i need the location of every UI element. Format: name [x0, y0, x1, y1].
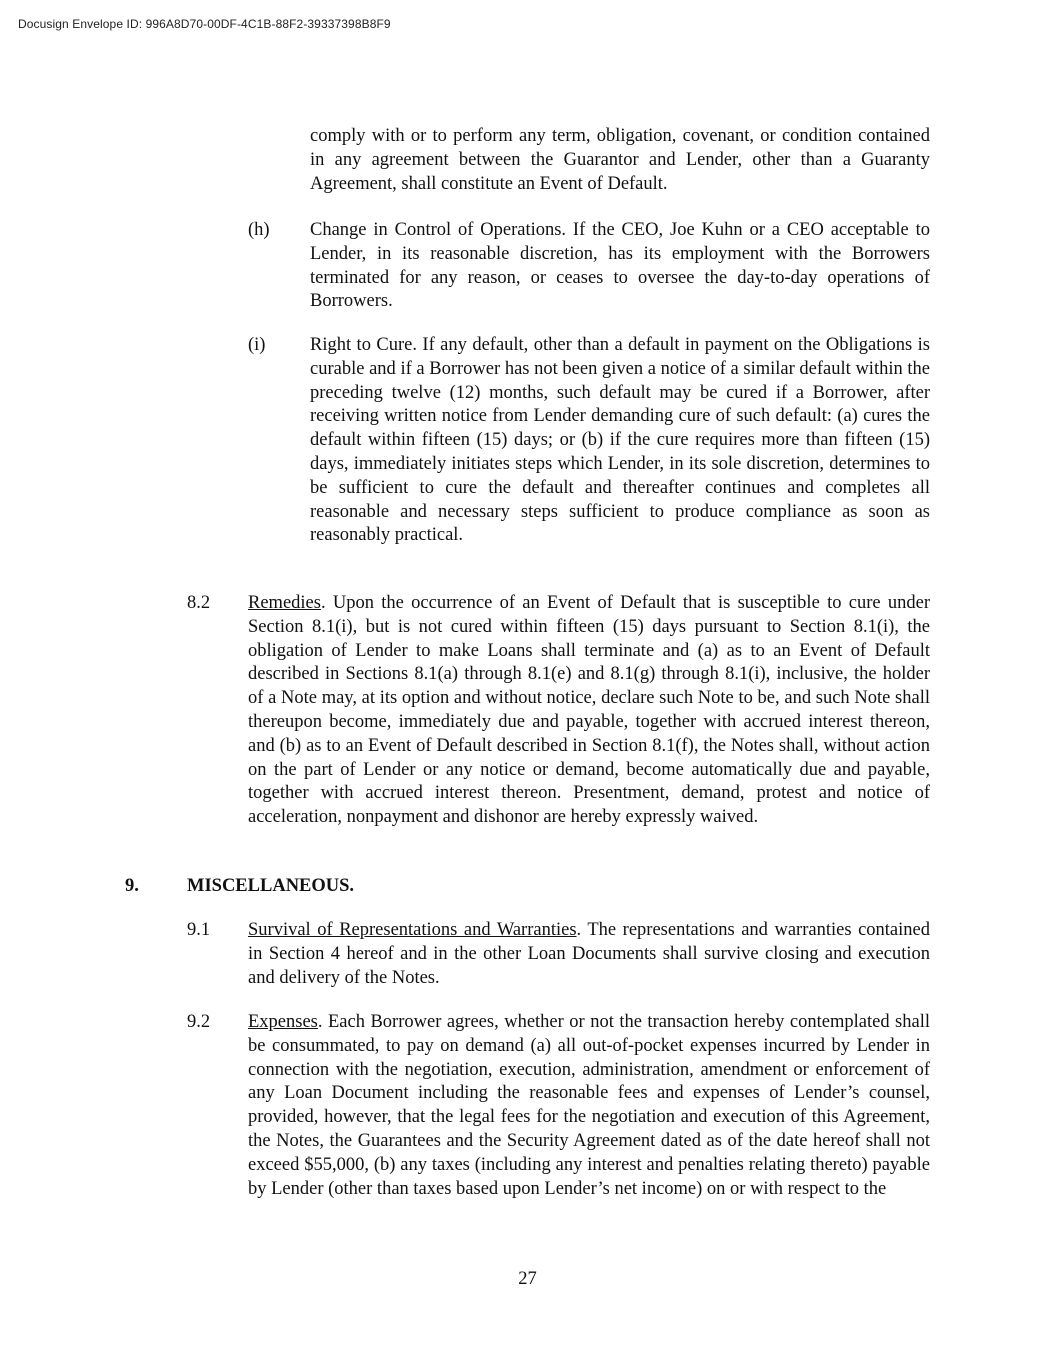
section-9-1-text: . The representations and warranties contained in Section 4 hereof and in the other Loan Documents shall survive closing and execution and delivery of the Notes.	[248, 920, 930, 988]
item-h-paragraph: Change in Control of Operations. If the CEO, Joe Kuhn or a CEO acceptable to Lender, in its reasonable discretion, has its employment with the Borrowers terminated for any reason, or ceases to oversee the day-to-day operations of Borrowers.	[310, 220, 930, 312]
section-8-2-number: 8.2	[187, 593, 211, 613]
section-8-2-text: . Upon the occurrence of an Event of Default that is susceptible to cure under Section 8.1(i), but is not cured within fifteen (15) days pursuant to Section 8.1(i), the obligation of Lender to make Loans shall terminate and (a) as to an Event of Default described in Sections 8.1(a) through 8.1(e) and 8.1(g) through 8.1(i), inclusive, the holder of a Note may, at its option and without notice, declare such Note to be, and such Note shall thereupon become, immediately due and payable, together with accrued interest thereon, and (b) as to an Event of Default described in Section 8.1(f), the Notes shall, without action on the part of Lender or any notice or demand, become automatically due and payable, together with accrued interest thereon. Presentment, demand, protest and notice of acceleration, nonpayment and dishonor are hereby expressly waived.	[248, 593, 930, 828]
section-9-2-title: Expenses	[248, 1012, 318, 1032]
article-9-title: MISCELLANEOUS.	[187, 876, 355, 896]
section-9-2-paragraph	[248, 1011, 930, 1201]
section-9-2-text: . Each Borrower agrees, whether or not the transaction hereby contemplated shall be consummated, to pay on demand (a) all out-of-pocket expenses incurred by Lender in connection with the negotiation, execution, administration, amendment or enforcement of any Loan Document including the reasonable fees and expenses of Lender’s counsel, provided, however, that the legal fees for the negotiation and execution of this Agreement, the Notes, the Guarantees and the Security Agreement dated as of the date hereof shall not exceed $55,000, (b) any taxes (including any interest and penalties relating thereto) payable by Lender (other than taxes based upon Lender’s net income) on or with respect to the	[248, 1012, 930, 1199]
item-h-label: (h)	[248, 220, 270, 240]
section-9-1-number: 9.1	[187, 920, 211, 940]
section-9-2-number: 9.2	[187, 1012, 211, 1032]
section-9-1-title: Survival of Representations and Warranties	[248, 920, 577, 940]
section-8-2-title: Remedies	[248, 593, 321, 613]
section-8-2-paragraph	[248, 592, 930, 830]
continuation-paragraph: comply with or to perform any term, obligation, covenant, or condition contained in any agreement between the Guarantor and Lender, other than a Guaranty Agreement, shall constitute an Event of Default.	[310, 126, 930, 194]
page-number: 27	[518, 1269, 537, 1289]
section-9-1-paragraph	[248, 919, 930, 990]
docusign-envelope-id: Docusign Envelope ID: 996A8D70-00DF-4C1B-88F2-39337398B8F9	[18, 17, 391, 31]
article-9-number: 9.	[125, 876, 139, 896]
item-i-label: (i)	[248, 335, 266, 355]
item-i-paragraph: Right to Cure. If any default, other than a default in payment on the Obligations is curable and if a Borrower has not been given a notice of a similar default within the preceding twelve (12) months, such default may be cured if a Borrower, after receiving written notice from Lender demanding cure of such default: (a) cures the default within fifteen (15) days; or (b) if the cure requires more than fifteen (15) days, immediately initiates steps which Lender, in its sole discretion, determines to be sufficient to cure the default and thereafter continues and completes all reasonable and necessary steps sufficient to produce compliance as soon as reasonably practical.	[310, 335, 930, 546]
